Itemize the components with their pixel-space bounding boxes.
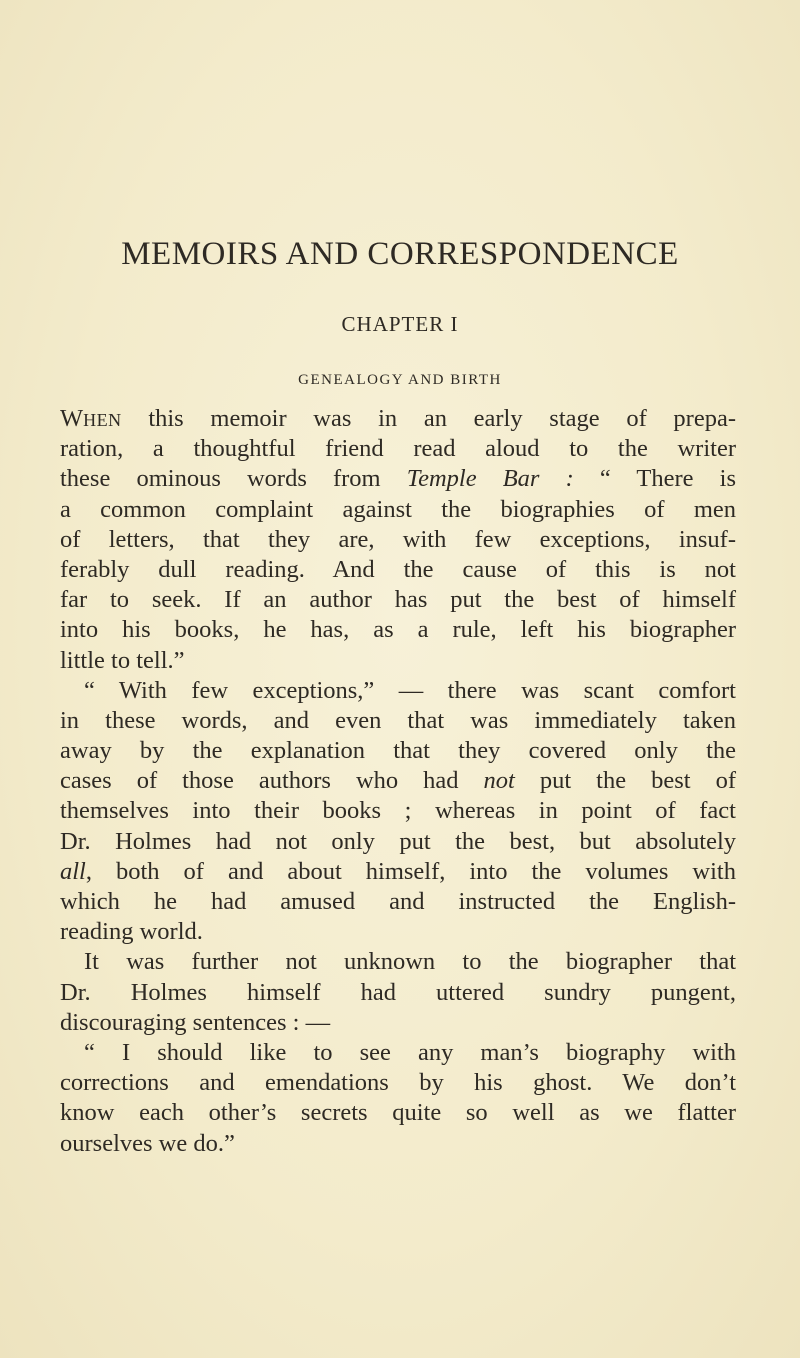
line-text: these ominous words from [60,465,407,493]
text-line: ferably dull reading. And the cause of this is not [60,555,736,583]
text-line: “ With few exceptions,” — there was scant comfort [84,676,736,704]
section-title: GENEALOGY AND BIRTH [298,372,502,388]
text-line: ration, a thoughtful friend read aloud to the writer [60,435,736,463]
text-line: which he had amused and instructed the English- [60,888,736,915]
text-line: a common complaint against the biographies of men [60,495,736,523]
text-line: Dr. Holmes himself had uttered sundry pungent, [60,978,736,1006]
text-line [60,857,736,887]
line-text: “ There is [573,465,736,493]
text-line: “ I should like to see any man’s biography with [84,1038,736,1066]
line-text: , both of and about himself, into the volumes with [85,857,736,885]
italic-title: Temple Bar : [406,465,574,493]
text-line: reading world. [60,918,203,946]
text-line: Dr. Holmes had not only put the best, but absolutely [60,827,736,855]
text-line: away by the explanation that they covered only the [60,737,736,765]
running-title: MEMOIRS AND CORRESPONDENCE [121,236,679,272]
text-line: It was further not unknown to the biographer that [84,948,736,976]
line-text: this memoir was in an early stage of prepa- [121,405,736,432]
drop-initial: W [60,405,84,432]
text-line: know each other’s secrets quite so well as we flatter [60,1099,736,1127]
text-line: themselves into their books ; whereas in point of fact [60,797,736,825]
small-caps-text: HEN [83,410,122,430]
text-line: corrections and emendations by his ghost. We don’t [60,1069,736,1097]
text-line [60,404,736,434]
line-text: put the best of [514,767,736,795]
text-line: into his books, he has, as a rule, left his biographer [60,616,736,644]
line-text: cases of those authors who had [60,767,484,795]
italic-word: not [483,767,515,795]
text-line: discouraging sentences : — [60,1008,331,1036]
body-text [60,404,736,1159]
italic-word: all [60,857,86,885]
text-line: little to tell.” [60,646,185,674]
text-line: ourselves we do.” [60,1129,235,1157]
chapter-heading: CHAPTER I [341,312,459,336]
text-line: far to seek. If an author has put the best of himself [60,586,736,614]
text-line: in these words, and even that was immediately taken [60,706,736,734]
text-line [60,766,736,796]
text-line [60,464,736,494]
text-line: of letters, that they are, with few exceptions, insuf- [60,525,736,553]
